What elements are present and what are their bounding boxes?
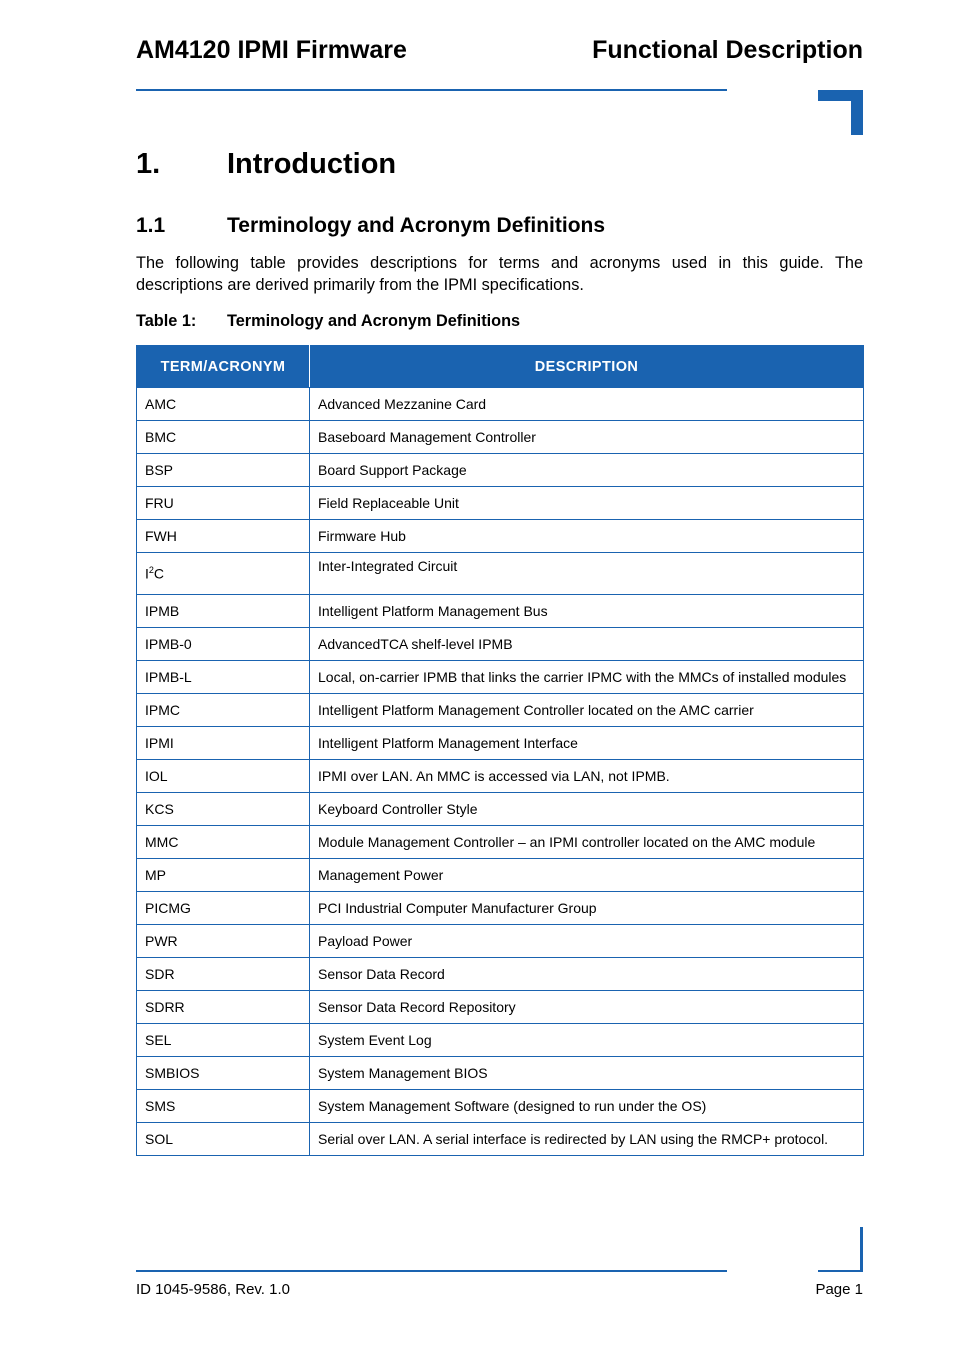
header-rule (136, 89, 727, 91)
term-cell: IPMB-0 (137, 628, 310, 661)
chapter-title: Introduction (227, 148, 397, 180)
section-number: 1.1 (136, 214, 166, 237)
term-base: I (145, 565, 149, 582)
term-cell: SMBIOS (137, 1057, 310, 1090)
description-cell: AdvancedTCA shelf-level IPMB (310, 628, 864, 661)
table-row (137, 859, 864, 892)
term-superscript: 2 (148, 565, 154, 576)
description-cell: Keyboard Controller Style (310, 793, 864, 826)
term-cell: IOL (137, 760, 310, 793)
description-cell: Payload Power (310, 925, 864, 958)
table-row (137, 793, 864, 826)
table-row (137, 553, 864, 595)
term-cell: AMC (137, 388, 310, 421)
term-cell: KCS (137, 793, 310, 826)
table-row (137, 487, 864, 520)
description-cell: Board Support Package (310, 454, 864, 487)
table-row (137, 925, 864, 958)
description-cell: Intelligent Platform Management Bus (310, 595, 864, 628)
table-header-row (137, 346, 864, 388)
description-cell: System Management BIOS (310, 1057, 864, 1090)
table-row (137, 1057, 864, 1090)
section-heading-title: Functional Description (592, 36, 863, 64)
chapter-number: 1. (136, 148, 161, 180)
table-row (137, 1123, 864, 1156)
table-row (137, 454, 864, 487)
corner-mark-bottom (860, 1227, 863, 1272)
intro-paragraph: The following table provides descriptions for terms and acronyms used in this guide. The descriptions are derived primarily from the IPMI specifications. (136, 254, 863, 294)
term-cell: PICMG (137, 892, 310, 925)
term-tail: C (153, 565, 165, 582)
table-caption-label: Table 1: (136, 312, 197, 330)
term-cell: IPMI (137, 727, 310, 760)
table-row (137, 958, 864, 991)
term-cell: SDRR (137, 991, 310, 1024)
description-cell: Module Management Controller – an IPMI controller located on the AMC module (310, 826, 864, 859)
chapter-heading (136, 148, 396, 181)
table-row (137, 826, 864, 859)
description-cell: Field Replaceable Unit (310, 487, 864, 520)
table-row (137, 892, 864, 925)
table-row (137, 520, 864, 553)
term-cell: MP (137, 859, 310, 892)
section-title: Terminology and Acronym Definitions (227, 214, 606, 237)
term-cell: SMS (137, 1090, 310, 1123)
table-row (137, 628, 864, 661)
table-row (137, 661, 864, 694)
description-cell: Baseboard Management Controller (310, 421, 864, 454)
footer-rule (136, 1270, 727, 1272)
description-cell: Inter-Integrated Circuit (310, 553, 864, 595)
description-cell: IPMI over LAN. An MMC is accessed via LAN, not IPMB. (310, 760, 864, 793)
table-row (137, 595, 864, 628)
table-row (137, 1090, 864, 1123)
description-cell: Intelligent Platform Management Interface (310, 727, 864, 760)
table-caption (136, 312, 520, 331)
description-cell: Advanced Mezzanine Card (310, 388, 864, 421)
description-cell: Local, on-carrier IPMB that links the carrier IPMC with the MMCs of installed modules (310, 661, 864, 694)
term-cell: FRU (137, 487, 310, 520)
table-row (137, 1024, 864, 1057)
table-body (137, 388, 864, 1156)
description-cell: System Event Log (310, 1024, 864, 1057)
column-header-description: DESCRIPTION (310, 346, 864, 388)
table-caption-title: Terminology and Acronym Definitions (227, 312, 521, 330)
terminology-table (136, 345, 864, 1156)
corner-mark-top-vertical (851, 90, 863, 135)
term-cell: SOL (137, 1123, 310, 1156)
description-cell: PCI Industrial Computer Manufacturer Group (310, 892, 864, 925)
term-cell: SEL (137, 1024, 310, 1057)
description-cell: Firmware Hub (310, 520, 864, 553)
page-number: Page 1 (815, 1281, 863, 1298)
term-cell: BMC (137, 421, 310, 454)
document-id: ID 1045-9586, Rev. 1.0 (136, 1281, 290, 1298)
table-row (137, 760, 864, 793)
term-cell: IPMC (137, 694, 310, 727)
table-row (137, 421, 864, 454)
corner-mark-bottom-horizontal (818, 1270, 863, 1272)
column-header-term: TERM/ACRONYM (137, 346, 310, 388)
description-cell: Sensor Data Record Repository (310, 991, 864, 1024)
table-row (137, 694, 864, 727)
table-row (137, 991, 864, 1024)
term-cell: FWH (137, 520, 310, 553)
description-cell: Sensor Data Record (310, 958, 864, 991)
term-cell: MMC (137, 826, 310, 859)
term-cell (137, 553, 310, 595)
section-heading (136, 214, 605, 238)
table-row (137, 388, 864, 421)
description-cell: Intelligent Platform Management Controller located on the AMC carrier (310, 694, 864, 727)
term-cell: IPMB (137, 595, 310, 628)
term-cell: PWR (137, 925, 310, 958)
description-cell: Serial over LAN. A serial interface is redirected by LAN using the RMCP+ protocol. (310, 1123, 864, 1156)
term-cell: IPMB-L (137, 661, 310, 694)
description-cell: Management Power (310, 859, 864, 892)
description-cell: System Management Software (designed to run under the OS) (310, 1090, 864, 1123)
term-cell: BSP (137, 454, 310, 487)
document-title: AM4120 IPMI Firmware (136, 36, 407, 64)
term-cell: SDR (137, 958, 310, 991)
table-row (137, 727, 864, 760)
